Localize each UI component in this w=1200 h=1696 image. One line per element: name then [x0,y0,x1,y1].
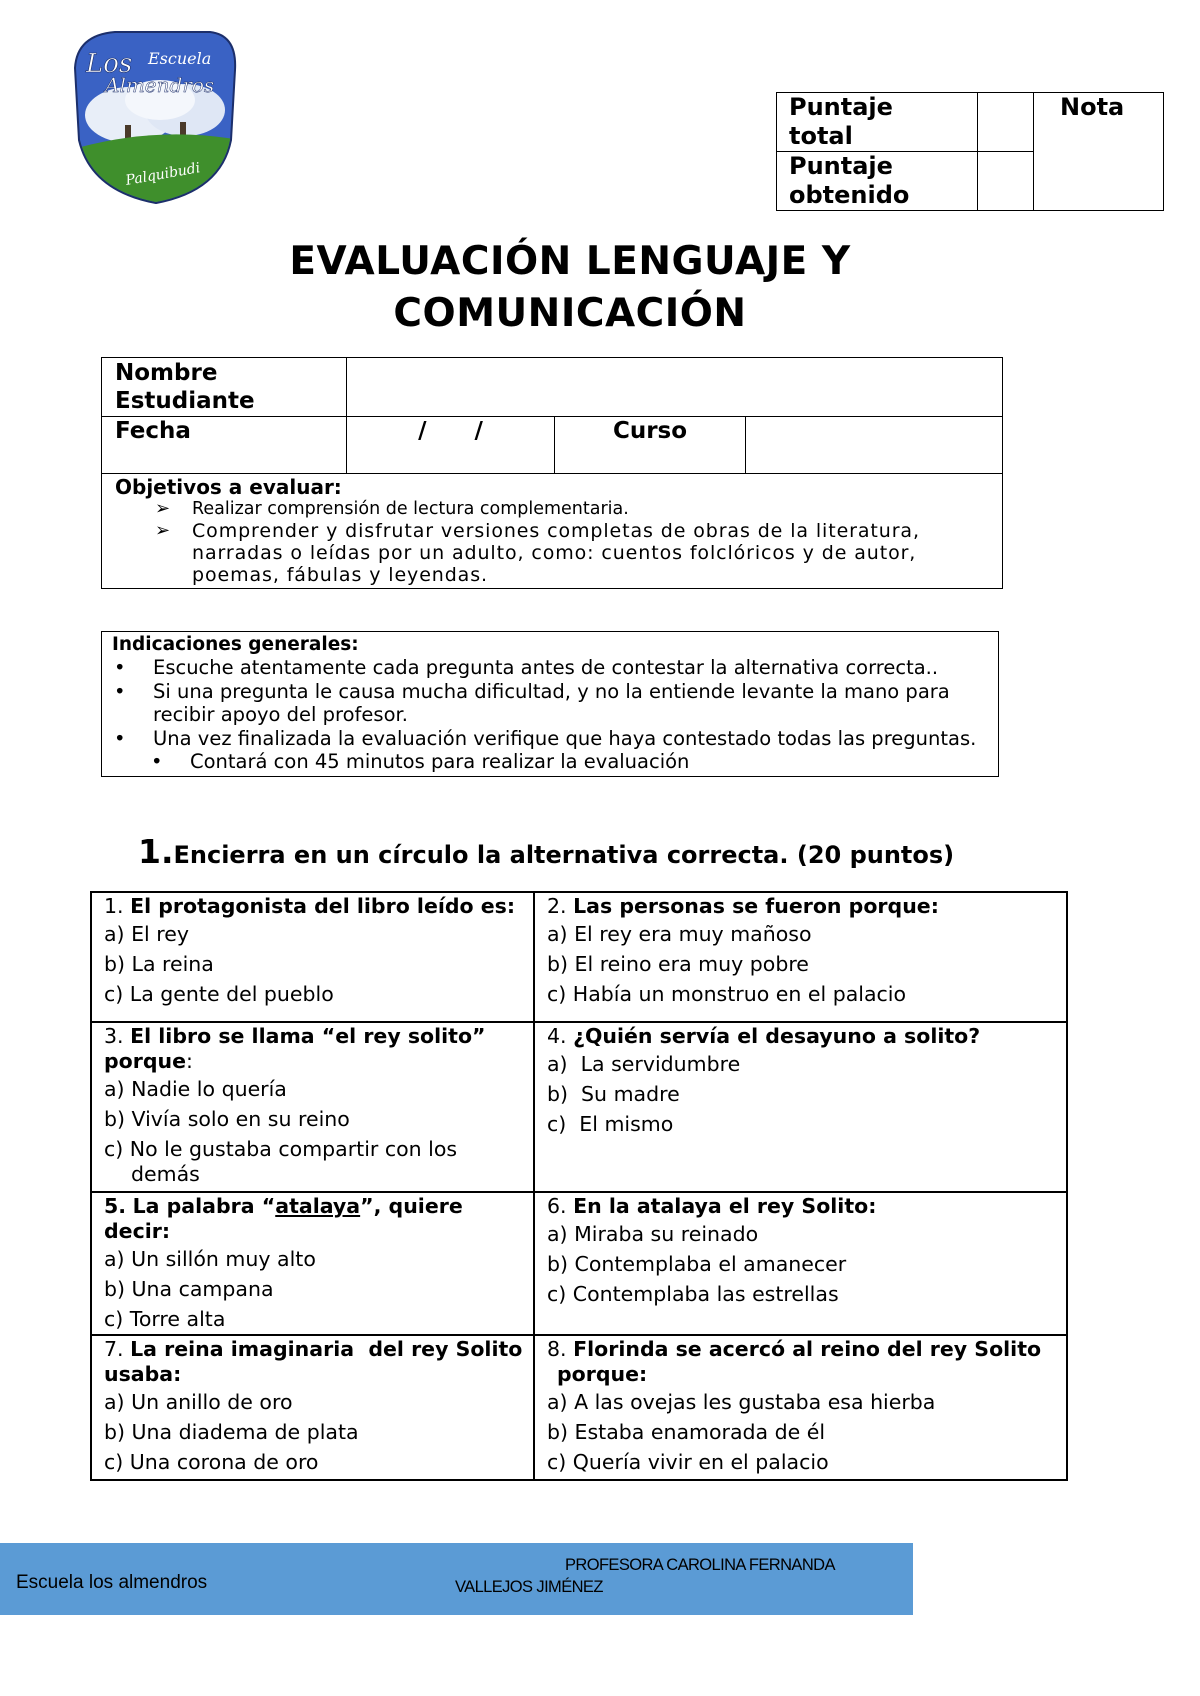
bullet-icon: • [151,750,163,773]
section-number: 1. [138,832,174,871]
instruction-sub-item: • Contará con 45 minutos para realizar la evaluación [151,750,690,773]
questions-grid [90,891,1068,1481]
option-a[interactable]: a) Miraba su reinado [547,1222,759,1246]
score-table [776,92,1164,211]
footer-school: Escuela los almendros [16,1572,208,1593]
option-c[interactable]: c) No le gustaba compartir con los demás [104,1137,458,1186]
footer-teacher-line-2: VALLEJOS JIMÉNEZ [455,1578,603,1596]
grade-label: Nota [1034,93,1164,211]
logo-text-los: Los [86,49,133,79]
footer-teacher-line-1: PROFESORA CAROLINA FERNANDA [565,1556,835,1574]
option-a[interactable]: a) A las ovejas les gustaba esa hierba [547,1390,936,1414]
option-a[interactable]: a) Un anillo de oro [104,1390,293,1414]
option-c[interactable]: c) Había un monstruo en el palacio [547,982,907,1006]
question-5: 5. La palabra “atalaya”, quiere decir: a) Un sillón muy alto b) Una campana c) Torre alta [92,1193,535,1336]
instructions-title: Indicaciones generales: [112,634,359,655]
option-c[interactable]: c) Una corona de oro [104,1450,319,1474]
option-c[interactable]: c) Torre alta [104,1307,226,1331]
general-instructions-box [101,631,999,777]
question-1: 1. El protagonista del libro leído es: a) El rey b) La reina c) La gente del pueblo [92,893,535,1023]
option-c[interactable]: c) Contemplaba las estrellas [547,1282,839,1306]
student-name-field[interactable] [347,358,1002,416]
instruction-item: • Escuche atentamente cada pregunta antes de contestar la alternativa correcta.. [114,656,939,679]
question-8: 8. Florinda se acercó al reino del rey Solito porque: a) A las ovejas les gustaba esa hierba b) Estaba enamorada de él c) Quería vivir en el palacio [535,1336,1068,1479]
logo-text-almendros: Almendros [105,73,215,97]
option-c[interactable]: c) Quería vivir en el palacio [547,1450,829,1474]
option-b[interactable]: b) La reina [104,952,214,976]
bullet-icon: • [114,726,126,750]
student-name-label: Nombre Estudiante [102,358,347,416]
school-logo [70,30,240,205]
course-field[interactable] [746,417,1002,473]
option-a[interactable]: a) Un sillón muy alto [104,1247,316,1271]
date-label: Fecha [102,417,347,473]
title-line-2: COMUNICACIÓN [393,291,747,336]
course-label: Curso [555,417,746,473]
logo-text-escuela: Escuela [148,49,212,68]
option-a[interactable]: a) Nadie lo quería [104,1077,287,1101]
logo-text-palquibudi: Palquibudi [124,160,202,189]
objective-item: ➢ Realizar comprensión de lectura complementaria. [155,498,629,519]
arrow-bullet-icon: ➢ [155,498,171,519]
question-2: 2. Las personas se fueron porque: a) El rey era muy mañoso b) El reino era muy pobre c) Había un monstruo en el palacio [535,893,1068,1023]
instruction-item: • Si una pregunta le causa mucha dificultad, y no la entiende levante la mano para recibir apoyo del profesor. [114,679,950,726]
arrow-bullet-icon: ➢ [155,520,171,541]
option-b[interactable]: b) Una campana [104,1277,274,1301]
obtained-score-value[interactable] [978,152,1034,211]
option-b[interactable]: b) Una diadema de plata [104,1420,359,1444]
question-4: 4. ¿Quién servía el desayuno a solito? a) La servidumbre b) Su madre c) El mismo [535,1023,1068,1193]
option-a[interactable]: a) La servidumbre [547,1052,741,1076]
question-6: 6. En la atalaya el rey Solito: a) Miraba su reinado b) Contemplaba el amanecer c) Contemplaba las estrellas [535,1193,1068,1336]
student-info-table [101,357,1003,589]
option-c[interactable]: c) La gente del pueblo [104,982,334,1006]
option-b[interactable]: b) Su madre [547,1082,680,1106]
bullet-icon: • [114,679,126,703]
option-b[interactable]: b) El reino era muy pobre [547,952,809,976]
objectives-title: Objetivos a evaluar: [115,475,342,499]
footer-bar [0,1543,913,1615]
option-b[interactable]: b) Vivía solo en su reino [104,1107,350,1131]
option-a[interactable]: a) El rey [104,922,189,946]
question-3: 3. El libro se llama “el rey solito” porque: a) Nadie lo quería b) Vivía solo en su reino c) No le gustaba compartir con los demás [92,1023,535,1193]
bullet-icon: • [114,656,126,679]
total-score-label: Puntaje total [777,93,978,152]
option-c[interactable]: c) El mismo [547,1112,674,1136]
objectives-box [102,474,1002,588]
option-b[interactable]: b) Estaba enamorada de él [547,1420,826,1444]
option-a[interactable]: a) El rey era muy mañoso [547,922,812,946]
title-line-1: EVALUACIÓN LENGUAJE Y [289,239,851,284]
total-score-value[interactable] [978,93,1034,152]
page-title [170,236,970,340]
option-b[interactable]: b) Contemplaba el amanecer [547,1252,847,1276]
date-field[interactable]: / / [347,417,555,473]
instruction-item: • Una vez finalizada la evaluación verifique que haya contestado todas las preguntas. [114,726,977,750]
section-title: Encierra en un círculo la alternativa correcta. (20 puntos) [173,841,955,869]
objective-item: ➢ Comprender y disfrutar versiones completas de obras de la literatura, narradas o leídas por un adulto, como: cuentos folclóricos y de autor, poemas, fábulas y leyendas. [155,520,920,586]
underlined-word: atalaya [275,1194,361,1218]
section-heading [138,832,954,875]
obtained-score-label: Puntaje obtenido [777,152,978,211]
question-7: 7. La reina imaginaria del rey Solito usaba: a) Un anillo de oro b) Una diadema de plata c) Una corona de oro [92,1336,535,1479]
